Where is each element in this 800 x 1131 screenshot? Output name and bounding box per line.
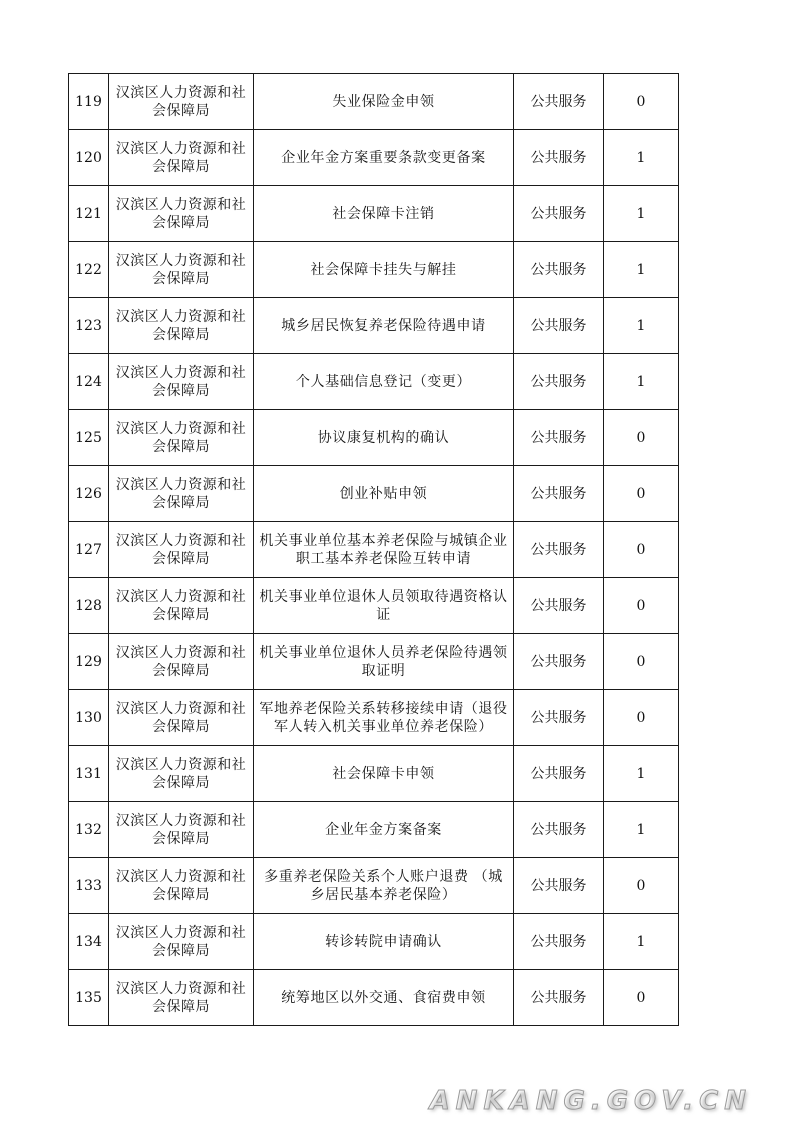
department-cell: 汉滨区人力资源和社会保障局 [109, 298, 254, 354]
service-name-cell: 转诊转院申请确认 [254, 914, 514, 970]
row-number: 134 [69, 914, 109, 970]
service-type-cell: 公共服务 [514, 522, 604, 578]
department-cell: 汉滨区人力资源和社会保障局 [109, 410, 254, 466]
table-row [69, 634, 679, 690]
service-type-cell: 公共服务 [514, 298, 604, 354]
table-row [69, 410, 679, 466]
row-number: 122 [69, 242, 109, 298]
table-row [69, 354, 679, 410]
count-cell: 0 [604, 74, 679, 130]
count-cell: 1 [604, 802, 679, 858]
table-row [69, 690, 679, 746]
site-watermark: ANKANG.GOV.CN [429, 1086, 752, 1116]
table-row [69, 466, 679, 522]
service-name-cell: 个人基础信息登记（变更） [254, 354, 514, 410]
department-cell: 汉滨区人力资源和社会保障局 [109, 354, 254, 410]
count-cell: 1 [604, 298, 679, 354]
service-name-cell: 机关事业单位基本养老保险与城镇企业职工基本养老保险互转申请 [254, 522, 514, 578]
count-cell: 0 [604, 970, 679, 1026]
row-number: 130 [69, 690, 109, 746]
service-name-cell: 创业补贴申领 [254, 466, 514, 522]
count-cell: 1 [604, 130, 679, 186]
count-cell: 1 [604, 746, 679, 802]
service-type-cell: 公共服务 [514, 858, 604, 914]
service-name-cell: 企业年金方案备案 [254, 802, 514, 858]
row-number: 124 [69, 354, 109, 410]
row-number: 133 [69, 858, 109, 914]
row-number: 131 [69, 746, 109, 802]
service-type-cell: 公共服务 [514, 466, 604, 522]
department-cell: 汉滨区人力资源和社会保障局 [109, 130, 254, 186]
table-row [69, 858, 679, 914]
table-row [69, 130, 679, 186]
table-row [69, 522, 679, 578]
department-cell: 汉滨区人力资源和社会保障局 [109, 466, 254, 522]
department-cell: 汉滨区人力资源和社会保障局 [109, 746, 254, 802]
count-cell: 0 [604, 690, 679, 746]
service-table-body [69, 74, 679, 1026]
department-cell: 汉滨区人力资源和社会保障局 [109, 970, 254, 1026]
service-name-cell: 社会保障卡申领 [254, 746, 514, 802]
row-number: 128 [69, 578, 109, 634]
service-name-cell: 机关事业单位退休人员领取待遇资格认证 [254, 578, 514, 634]
department-cell: 汉滨区人力资源和社会保障局 [109, 858, 254, 914]
department-cell: 汉滨区人力资源和社会保障局 [109, 186, 254, 242]
count-cell: 0 [604, 634, 679, 690]
row-number: 120 [69, 130, 109, 186]
service-name-cell: 企业年金方案重要条款变更备案 [254, 130, 514, 186]
service-list-table [68, 73, 679, 1026]
table-row [69, 298, 679, 354]
service-type-cell: 公共服务 [514, 970, 604, 1026]
count-cell: 0 [604, 522, 679, 578]
service-type-cell: 公共服务 [514, 914, 604, 970]
count-cell: 1 [604, 186, 679, 242]
table-row [69, 74, 679, 130]
table-row [69, 242, 679, 298]
table-row [69, 578, 679, 634]
service-type-cell: 公共服务 [514, 634, 604, 690]
table-row [69, 914, 679, 970]
row-number: 119 [69, 74, 109, 130]
row-number: 123 [69, 298, 109, 354]
service-type-cell: 公共服务 [514, 410, 604, 466]
count-cell: 0 [604, 578, 679, 634]
service-type-cell: 公共服务 [514, 354, 604, 410]
count-cell: 0 [604, 858, 679, 914]
service-type-cell: 公共服务 [514, 802, 604, 858]
count-cell: 1 [604, 354, 679, 410]
service-type-cell: 公共服务 [514, 690, 604, 746]
service-name-cell: 机关事业单位退休人员养老保险待遇领取证明 [254, 634, 514, 690]
count-cell: 1 [604, 242, 679, 298]
count-cell: 0 [604, 410, 679, 466]
row-number: 127 [69, 522, 109, 578]
service-name-cell: 失业保险金申领 [254, 74, 514, 130]
row-number: 121 [69, 186, 109, 242]
service-type-cell: 公共服务 [514, 578, 604, 634]
service-name-cell: 统筹地区以外交通、食宿费申领 [254, 970, 514, 1026]
table-row [69, 970, 679, 1026]
service-name-cell: 社会保障卡挂失与解挂 [254, 242, 514, 298]
service-type-cell: 公共服务 [514, 186, 604, 242]
count-cell: 1 [604, 914, 679, 970]
service-name-cell: 多重养老保险关系个人账户退费 （城乡居民基本养老保险） [254, 858, 514, 914]
table-row [69, 186, 679, 242]
service-name-cell: 协议康复机构的确认 [254, 410, 514, 466]
row-number: 125 [69, 410, 109, 466]
row-number: 132 [69, 802, 109, 858]
table-row [69, 746, 679, 802]
service-name-cell: 军地养老保险关系转移接续申请（退役军人转入机关事业单位养老保险） [254, 690, 514, 746]
row-number: 126 [69, 466, 109, 522]
service-name-cell: 城乡居民恢复养老保险待遇申请 [254, 298, 514, 354]
count-cell: 0 [604, 466, 679, 522]
table-row [69, 802, 679, 858]
department-cell: 汉滨区人力资源和社会保障局 [109, 522, 254, 578]
department-cell: 汉滨区人力资源和社会保障局 [109, 690, 254, 746]
service-type-cell: 公共服务 [514, 242, 604, 298]
department-cell: 汉滨区人力资源和社会保障局 [109, 74, 254, 130]
department-cell: 汉滨区人力资源和社会保障局 [109, 802, 254, 858]
service-type-cell: 公共服务 [514, 74, 604, 130]
service-type-cell: 公共服务 [514, 746, 604, 802]
department-cell: 汉滨区人力资源和社会保障局 [109, 578, 254, 634]
service-name-cell: 社会保障卡注销 [254, 186, 514, 242]
department-cell: 汉滨区人力资源和社会保障局 [109, 634, 254, 690]
row-number: 135 [69, 970, 109, 1026]
department-cell: 汉滨区人力资源和社会保障局 [109, 914, 254, 970]
department-cell: 汉滨区人力资源和社会保障局 [109, 242, 254, 298]
row-number: 129 [69, 634, 109, 690]
service-type-cell: 公共服务 [514, 130, 604, 186]
